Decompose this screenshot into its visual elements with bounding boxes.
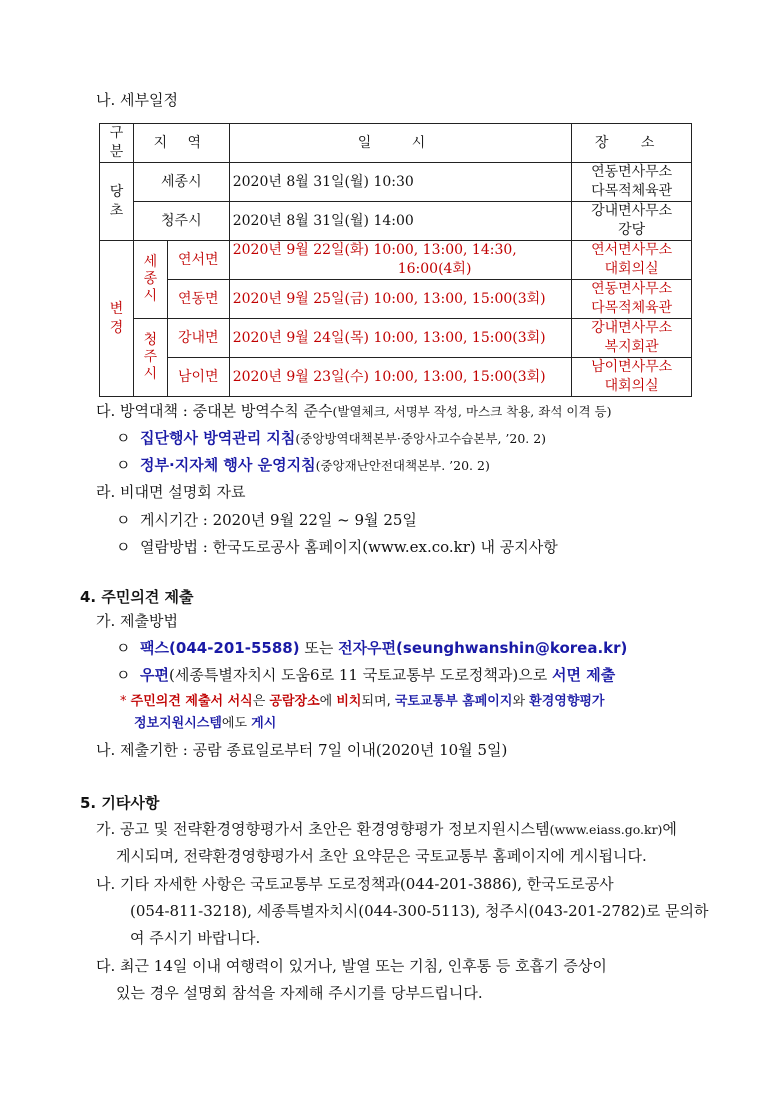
datetime-cell: 2020년 9월 25일(금) 10:00, 13:00, 15:00(3회) (229, 280, 572, 319)
note-form: 주민의견 제출서 서식 (130, 694, 253, 709)
bullet: ㅇ (116, 429, 131, 447)
note-text: 은 (252, 694, 270, 709)
area-cell: 강내면 (167, 319, 229, 358)
section-online-materials: 라. 비대면 설명회 자료 (96, 483, 246, 501)
place-line: 대회의실 (604, 378, 659, 394)
note-eia: 환경영향평가 (529, 694, 605, 709)
datetime-cell: 2020년 9월 24일(목) 10:00, 13:00, 15:00(3회) (229, 319, 572, 358)
schedule-table (99, 123, 692, 397)
bullet: ㅇ (116, 538, 131, 556)
note-text: 에 (319, 694, 337, 709)
datetime-cell: 2020년 9월 23일(수) 10:00, 13:00, 15:00(3회) (229, 358, 572, 397)
conjunction: 또는 (299, 639, 339, 657)
place-line: 복지회관 (604, 339, 659, 355)
quarantine-note: (발열체크, 서명부 작성, 마스크 착용, 좌석 이격 등) (332, 404, 612, 419)
quarantine-lead: 다. 방역대책 : 중대본 방역수칙 준수 (96, 402, 333, 420)
datetime-cell (229, 241, 572, 280)
place-cell (572, 163, 692, 202)
misc-ga-line1 (96, 819, 677, 840)
bullet: ㅇ (116, 639, 131, 657)
place-cell (572, 241, 692, 280)
posting-period-text: 게시기간 : 2020년 9월 22일 ~ 9월 25일 (140, 511, 417, 529)
area-cell: 남이면 (167, 358, 229, 397)
section-heading-schedule: 나. 세부일정 (96, 91, 178, 109)
note-eia-system: 정보지원시스템 (134, 716, 222, 731)
place-cell (572, 202, 692, 241)
misc-da-line1: 다. 최근 14일 이내 여행력이 있거나, 발열 또는 기침, 인후통 등 호흡기 증상이 (96, 957, 607, 975)
submission-fax-email (116, 638, 627, 658)
fax-number: 팩스(044-201-5588) (140, 639, 300, 657)
city-char: 종 (143, 271, 158, 287)
table-row (100, 163, 692, 202)
mail-label: 우편 (140, 666, 170, 684)
section-quarantine (96, 401, 611, 422)
posting-period (116, 510, 417, 530)
datetime-cell: 2020년 8월 31일(월) 10:30 (229, 163, 572, 202)
place-line: 강내면사무소 (591, 320, 673, 336)
mail-address: (세종특별자치시 도움6로 11 국토교통부 도로정책과)으로 (169, 666, 552, 684)
submission-method-heading: 가. 제출방법 (96, 612, 178, 630)
viewing-method-text: 열람방법 : 한국도로공사 홈페이지(www.ex.co.kr) 내 공지사항 (140, 538, 558, 556)
submission-deadline: 나. 제출기한 : 공람 종료일로부터 7일 이내(2020년 10월 5일) (96, 741, 508, 759)
city-sejong (133, 241, 167, 319)
city-char: 시 (143, 366, 158, 382)
guideline-note: (중앙방역대책본부·중앙사고수습본부, ’20. 2) (295, 431, 547, 446)
header-category: 구분 (100, 124, 134, 163)
quarantine-item-1 (116, 428, 546, 449)
note-text: 되며, (361, 694, 395, 709)
section-5-title: 5. 기타사항 (80, 794, 160, 812)
city-char: 시 (143, 288, 158, 304)
guideline-title: 집단행사 방역관리 지침 (140, 429, 296, 447)
misc-text: 에 (662, 820, 677, 838)
bullet: ㅇ (116, 666, 131, 684)
misc-ga-line2: 게시되며, 전략환경영향평가서 초안 요약문은 국토교통부 홈페이지에 게시됩니다. (116, 847, 647, 865)
bullet: ㅇ (116, 511, 131, 529)
submission-mail (116, 665, 615, 685)
email-address: 전자우편(seunghwanshin@korea.kr) (338, 639, 628, 657)
submission-note-line2 (134, 714, 276, 733)
misc-na-line1: 나. 기타 자세한 사항은 국토교통부 도로정책과(044-201-3886), 한국도로공사 (96, 875, 614, 893)
place-line: 강내면사무소 (591, 203, 673, 219)
place-cell (572, 319, 692, 358)
datetime-line: 2020년 9월 22일(화) 10:00, 13:00, 14:30, (232, 242, 517, 258)
place-line: 남이면사무소 (591, 359, 673, 375)
place-line: 연서면사무소 (591, 242, 673, 258)
guideline-title: 정부·지자체 행사 운영지침 (140, 456, 316, 474)
place-line: 연동면사무소 (591, 164, 673, 180)
note-place: 공람장소 (269, 694, 320, 709)
quarantine-item-2 (116, 455, 490, 476)
original-label: 당초 (100, 163, 134, 241)
note-text: 와 (512, 694, 530, 709)
table-row (100, 241, 692, 280)
note-placed: 비치 (336, 694, 362, 709)
table-row (100, 319, 692, 358)
city-char: 세 (143, 254, 158, 270)
mail-submit: 서면 제출 (552, 666, 616, 684)
place-line: 다목적체육관 (591, 183, 673, 199)
header-area: 지 역 (133, 124, 229, 163)
misc-na-line3: 여 주시기 바랍니다. (130, 929, 261, 947)
header-place: 장 소 (572, 124, 692, 163)
datetime-line: 16:00(4회) (397, 261, 472, 277)
eiass-url: (www.eiass.go.kr) (549, 822, 663, 837)
area-cell: 연동면 (167, 280, 229, 319)
table-row (100, 280, 692, 319)
city-char: 청 (143, 332, 158, 348)
table-header-row (100, 124, 692, 163)
place-line: 강당 (618, 222, 646, 238)
bullet: ㅇ (116, 456, 131, 474)
table-row (100, 358, 692, 397)
table-row (100, 202, 692, 241)
area-cell: 연서면 (167, 241, 229, 280)
city-cheongju (133, 319, 167, 397)
misc-na-line2: (054-811-3218), 세종특별자치시(044-300-5113), 청주시(043-201-2782)로 문의하 (130, 902, 709, 920)
area-cell: 세종시 (133, 163, 229, 202)
guideline-note: (중앙재난안전대책본부. ’20. 2) (315, 458, 490, 473)
datetime-cell: 2020년 8월 31일(월) 14:00 (229, 202, 572, 241)
note-text: 에도 (221, 716, 252, 731)
section-4-title: 4. 주민의견 제출 (80, 588, 194, 606)
place-cell (572, 280, 692, 319)
viewing-method (116, 537, 558, 557)
place-line: 연동면사무소 (591, 281, 673, 297)
place-cell (572, 358, 692, 397)
misc-da-line2: 있는 경우 설명회 참석을 자제해 주시기를 당부드립니다. (116, 984, 483, 1002)
header-datetime: 일 시 (229, 124, 572, 163)
misc-text: 가. 공고 및 전략환경영향평가서 초안은 환경영향평가 정보지원시스템 (96, 820, 550, 838)
note-molit: 국토교통부 홈페이지 (394, 694, 513, 709)
place-line: 다목적체육관 (591, 300, 673, 316)
place-line: 대회의실 (604, 261, 659, 277)
area-cell: 청주시 (133, 202, 229, 241)
note-post: 게시 (251, 716, 277, 731)
changed-label: 변경 (100, 241, 134, 397)
city-char: 주 (143, 349, 158, 365)
submission-note (120, 692, 605, 711)
note-asterisk: * (120, 694, 127, 709)
